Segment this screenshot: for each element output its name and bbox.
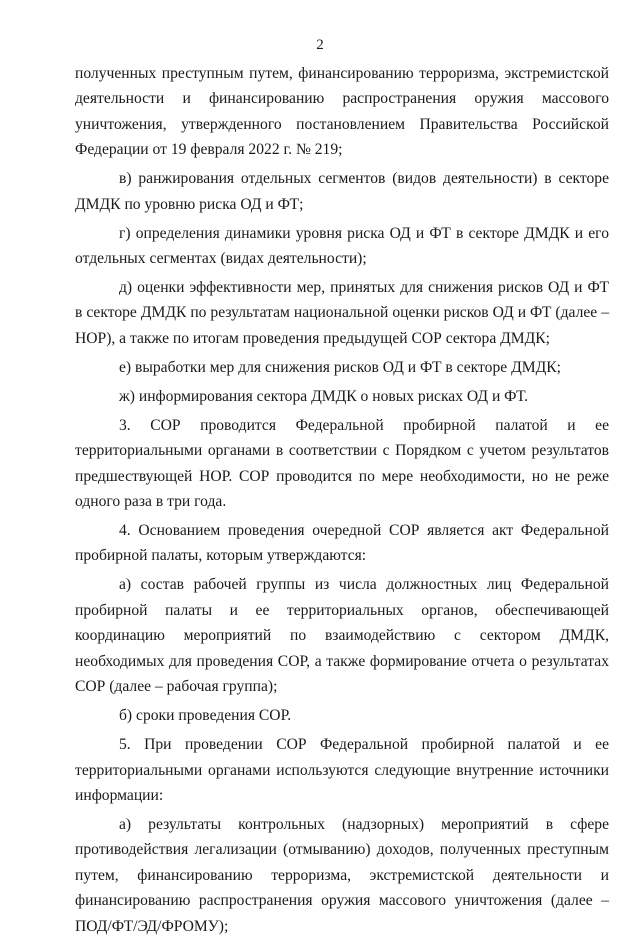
clause-4-item-a: а) состав рабочей группы из числа должностных лиц Федеральной пробирной палаты и ее территориальных органов, обеспечивающей координацию мероприятий по взаимодействию с сектором ДМДК, необходимых для проведения СОР, а также формирование отчета о результатах СОР (далее – рабочая группа); xyxy=(75,576,609,696)
clause-4: 4. Основанием проведения очередной СОР является акт Федеральной пробирной палаты, которым утверждаются: xyxy=(75,522,609,565)
page-number: 2 xyxy=(316,37,324,53)
list-item-d: д) оценки эффективности мер, принятых для снижения рисков ОД и ФТ в секторе ДМДК по результатам национальной оценки рисков ОД и ФТ (далее – НОР), а также по итогам проведения предыдущей СОР сектора ДМДК; xyxy=(75,279,609,347)
list-item-zh: ж) информирования сектора ДМДК о новых рисках ОД и ФТ. xyxy=(119,387,528,405)
list-item-g: г) определения динамики уровня риска ОД и ФТ в секторе ДМДК и его отдельных сегментах (видах деятельности); xyxy=(75,224,609,268)
list-item-v: в) ранжирования отдельных сегментов (видов деятельности) в секторе ДМДК по уровню риска ОД и ФТ; xyxy=(75,170,609,213)
clause-3: 3. СОР проводится Федеральной пробирной палатой и ее территориальными органами в соответствии с Порядком с учетом результатов предшествующей НОР. СОР проводится по мере необходимости, но не реже одного раза в три года. xyxy=(75,416,609,511)
clause-4-item-b: б) сроки проведения СОР. xyxy=(119,707,292,725)
clause-5-item-a: а) результаты контрольных (надзорных) мероприятий в сфере противодействия легализации (отмыванию) доходов, полученных преступным путем, финансированию терроризма, экстремистской деятельности и финансированию распространения оружия массового уничтожения (далее – ПОД/ФТ/ЭД/ФРОМУ); xyxy=(75,815,609,935)
list-item-e: е) выработки мер для снижения рисков ОД и ФТ в секторе ДМДК; xyxy=(119,358,561,376)
paragraph-continuation: полученных преступным путем, финансированию терроризма, экстремистской деятельности и финансированию распространения оружия массового уничтожения, утвержденного постановлением Правительства Российской Федерации от 19 февраля 2022 г. № 219; xyxy=(75,65,609,159)
clause-5: 5. При проведении СОР Федеральной пробирной палатой и ее территориальными органами используются следующие внутренние источники информации: xyxy=(75,736,609,804)
document-body xyxy=(75,61,609,943)
